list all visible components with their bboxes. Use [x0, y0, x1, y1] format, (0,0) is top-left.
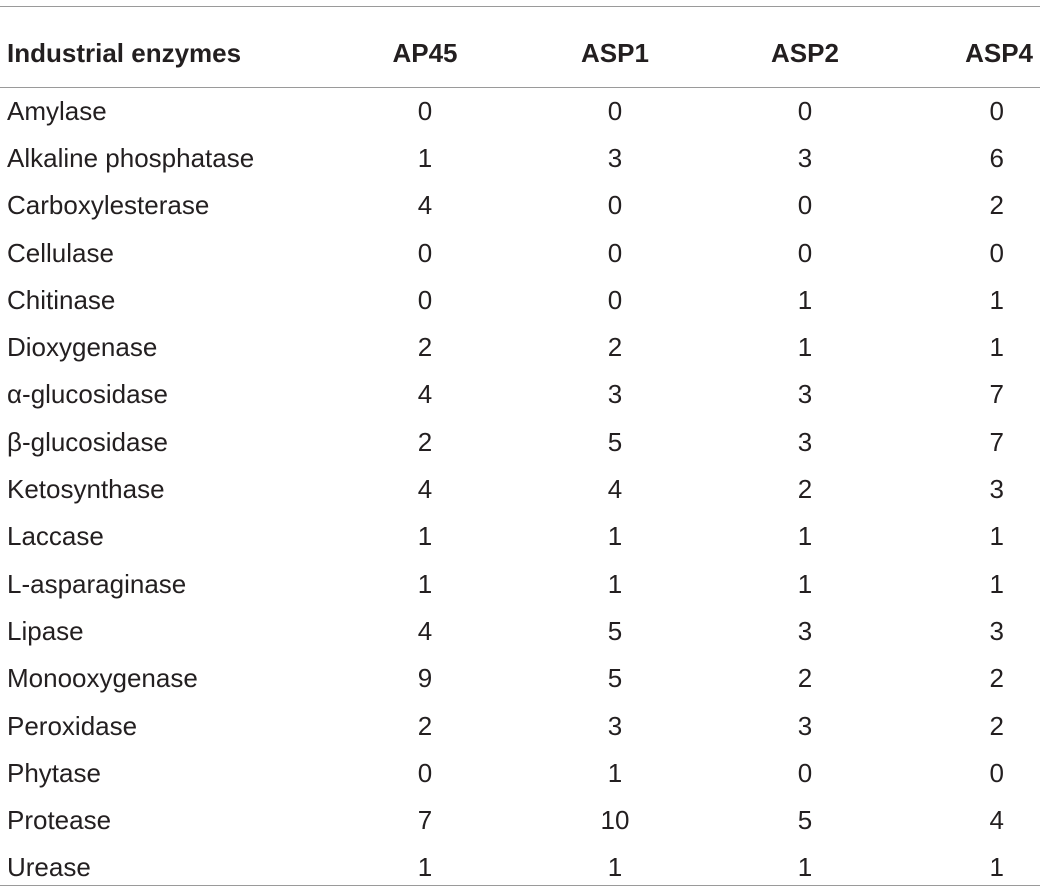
asp1-value-cell: 5: [607, 426, 623, 457]
ap45-value-cell: 4: [417, 190, 433, 221]
asp2-value-cell: 1: [797, 568, 813, 599]
asp1-value-cell: 2: [607, 332, 623, 363]
asp1-value-cell: 0: [607, 190, 623, 221]
asp4-value-cell: 2: [989, 663, 1004, 694]
asp1-value-cell: 3: [607, 142, 623, 173]
enzyme-name-cell: Laccase: [7, 521, 104, 552]
ap45-value-cell: 0: [417, 757, 433, 788]
ap45-value-cell: 9: [417, 663, 433, 694]
table-row: [0, 796, 1040, 843]
asp4-value-cell: 0: [989, 95, 1004, 126]
table-row: [0, 276, 1040, 323]
asp4-value-cell: 1: [989, 568, 1004, 599]
asp1-value-cell: 3: [607, 710, 623, 741]
asp2-value-cell: 3: [797, 379, 813, 410]
table-row: [0, 87, 1040, 134]
table-header: [0, 18, 1040, 87]
ap45-value-cell: 1: [417, 142, 433, 173]
header-ap45: AP45: [392, 37, 458, 68]
enzyme-name-cell: Urease: [7, 852, 91, 883]
header-asp4: ASP4: [965, 37, 1033, 68]
asp4-value-cell: 4: [989, 805, 1004, 836]
enzyme-name-cell: Lipase: [7, 615, 84, 646]
asp2-value-cell: 3: [797, 142, 813, 173]
asp1-value-cell: 5: [607, 615, 623, 646]
asp2-value-cell: 0: [797, 237, 813, 268]
enzyme-name-cell: Chitinase: [7, 284, 116, 315]
table-row: [0, 607, 1040, 654]
asp1-value-cell: 10: [600, 805, 630, 836]
ap45-value-cell: 7: [417, 805, 433, 836]
ap45-value-cell: 0: [417, 284, 433, 315]
asp1-value-cell: 1: [607, 521, 623, 552]
ap45-value-cell: 4: [417, 379, 433, 410]
asp1-value-cell: 1: [607, 852, 623, 883]
asp2-value-cell: 1: [797, 332, 813, 363]
asp4-value-cell: 1: [989, 521, 1004, 552]
asp2-value-cell: 3: [797, 426, 813, 457]
header-industrial-enzymes: Industrial enzymes: [7, 37, 242, 68]
ap45-value-cell: 0: [417, 95, 433, 126]
table-body: [0, 87, 1040, 891]
asp4-value-cell: 3: [989, 474, 1004, 505]
asp2-value-cell: 5: [797, 805, 813, 836]
ap45-value-cell: 1: [417, 521, 433, 552]
enzyme-name-cell: Dioxygenase: [7, 332, 158, 363]
asp4-value-cell: 7: [989, 426, 1004, 457]
header-asp1: ASP1: [581, 37, 649, 68]
asp4-value-cell: 2: [989, 710, 1004, 741]
asp2-value-cell: 3: [797, 615, 813, 646]
table-row: [0, 702, 1040, 749]
asp2-value-cell: 1: [797, 852, 813, 883]
table-row: [0, 749, 1040, 796]
header-asp2: ASP2: [771, 37, 839, 68]
asp4-value-cell: 7: [989, 379, 1004, 410]
table-row: [0, 134, 1040, 181]
ap45-value-cell: 0: [417, 237, 433, 268]
enzyme-name-cell: Monooxygenase: [7, 663, 198, 694]
asp1-value-cell: 4: [607, 474, 623, 505]
asp4-value-cell: 2: [989, 190, 1004, 221]
table-row: [0, 418, 1040, 465]
asp1-value-cell: 3: [607, 379, 623, 410]
asp1-value-cell: 0: [607, 284, 623, 315]
enzyme-name-cell: Amylase: [7, 95, 107, 126]
table-top-rule: [0, 6, 1040, 7]
asp2-value-cell: 1: [797, 284, 813, 315]
asp2-value-cell: 1: [797, 521, 813, 552]
table-row: [0, 371, 1040, 418]
asp4-value-cell: 1: [989, 332, 1004, 363]
asp4-value-cell: 0: [989, 237, 1004, 268]
asp4-value-cell: 1: [989, 852, 1004, 883]
enzyme-name-cell: Carboxylesterase: [7, 190, 210, 221]
enzyme-name-cell: Peroxidase: [7, 710, 138, 741]
enzyme-name-cell: Protease: [7, 805, 112, 836]
table-row: [0, 655, 1040, 702]
asp4-value-cell: 3: [989, 615, 1004, 646]
asp4-value-cell: 0: [989, 757, 1004, 788]
asp1-value-cell: 1: [607, 757, 623, 788]
ap45-value-cell: 4: [417, 474, 433, 505]
enzyme-name-cell: β-glucosidase: [7, 426, 168, 457]
asp4-value-cell: 6: [989, 142, 1004, 173]
asp4-value-cell: 1: [989, 284, 1004, 315]
asp1-value-cell: 5: [607, 663, 623, 694]
table-row: [0, 844, 1040, 891]
enzyme-name-cell: L-asparaginase: [7, 568, 187, 599]
enzyme-name-cell: Alkaline phosphatase: [7, 142, 255, 173]
asp2-value-cell: 0: [797, 95, 813, 126]
asp2-value-cell: 2: [797, 663, 813, 694]
enzyme-name-cell: Ketosynthase: [7, 474, 165, 505]
ap45-value-cell: 1: [417, 852, 433, 883]
ap45-value-cell: 2: [417, 710, 433, 741]
ap45-value-cell: 1: [417, 568, 433, 599]
ap45-value-cell: 2: [417, 426, 433, 457]
asp1-value-cell: 1: [607, 568, 623, 599]
table-row: [0, 513, 1040, 560]
asp2-value-cell: 2: [797, 474, 813, 505]
enzyme-name-cell: Phytase: [7, 757, 101, 788]
ap45-value-cell: 4: [417, 615, 433, 646]
asp1-value-cell: 0: [607, 237, 623, 268]
table-row: [0, 560, 1040, 607]
table-row: [0, 229, 1040, 276]
table-row: [0, 323, 1040, 370]
enzyme-name-cell: α-glucosidase: [7, 379, 169, 410]
table-row: [0, 465, 1040, 512]
ap45-value-cell: 2: [417, 332, 433, 363]
header-row: [0, 18, 1040, 87]
asp1-value-cell: 0: [607, 95, 623, 126]
asp2-value-cell: 0: [797, 757, 813, 788]
table-row: [0, 182, 1040, 229]
enzymes-table: [0, 18, 1040, 891]
asp2-value-cell: 0: [797, 190, 813, 221]
asp2-value-cell: 3: [797, 710, 813, 741]
enzyme-name-cell: Cellulase: [7, 237, 114, 268]
